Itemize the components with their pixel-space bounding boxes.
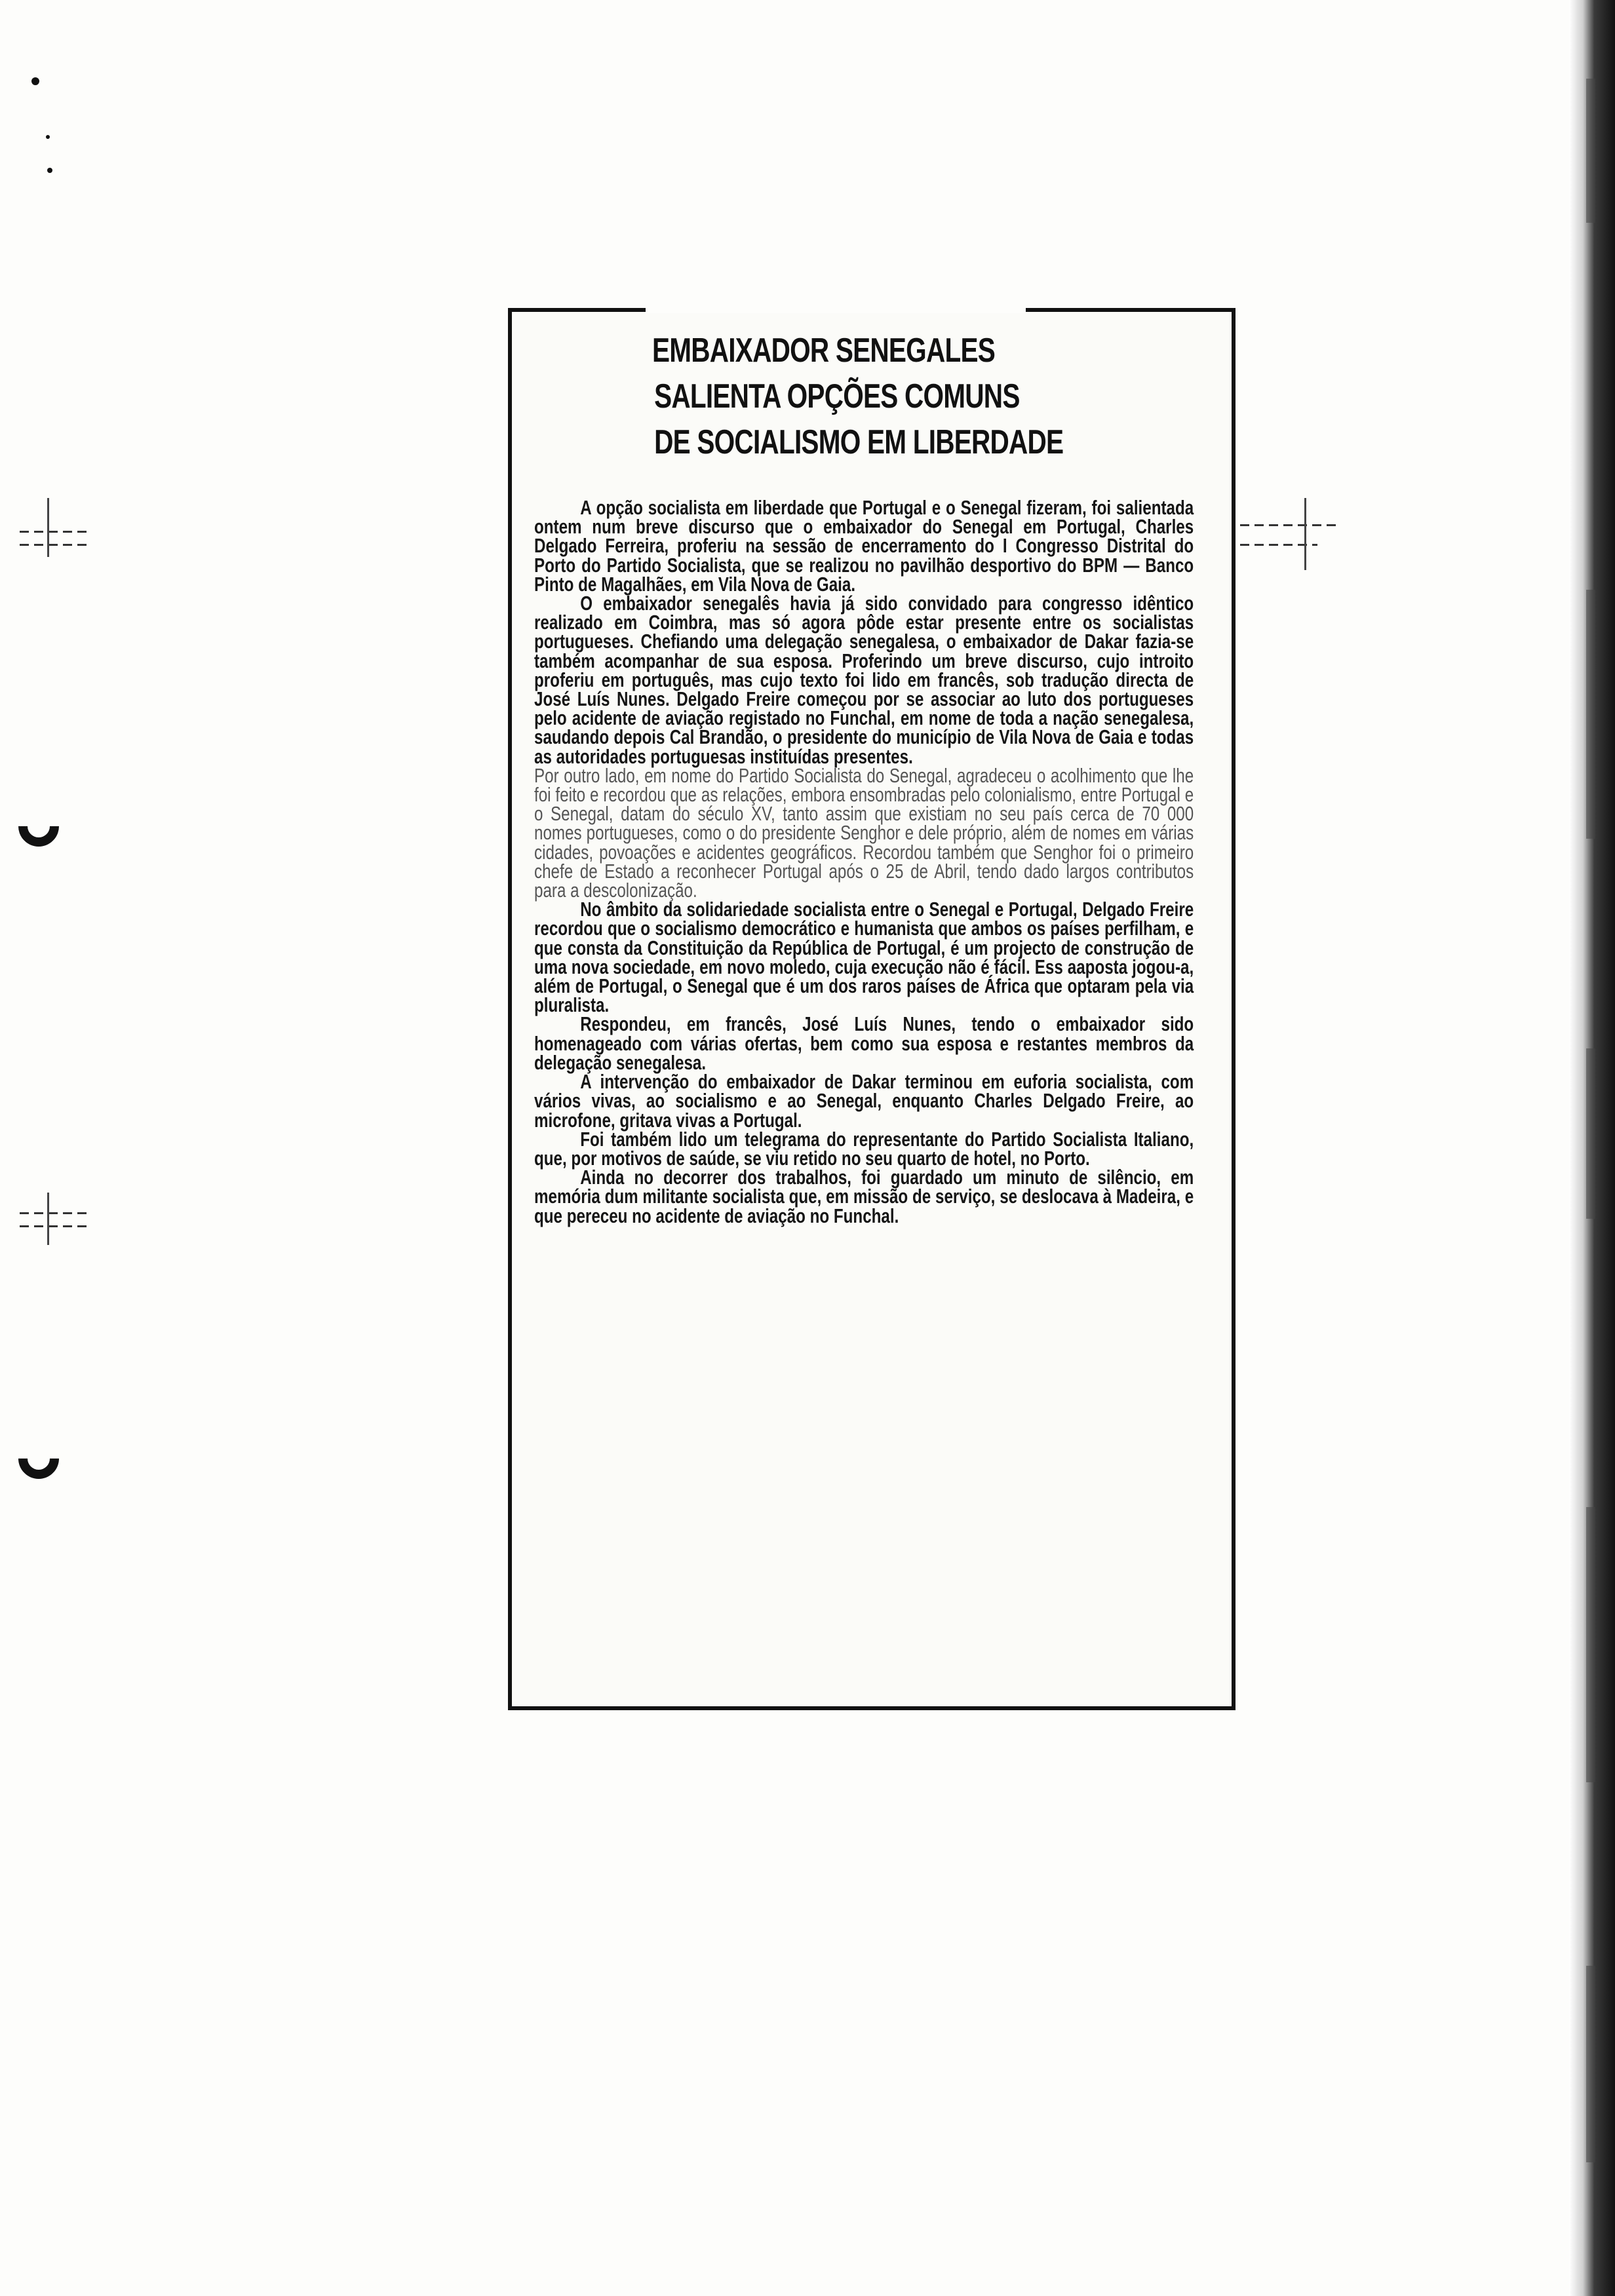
- margin-tick: [47, 498, 49, 557]
- speck-mark: [47, 168, 52, 173]
- article-paragraph: Respondeu, em francês, José Luís Nunes, tendo o embaixador sido homenageado com várias ofertas, bem como sua esposa e restantes membros da delegação senegalesa.: [534, 1012, 1194, 1074]
- margin-dash-line: [20, 1225, 92, 1227]
- article-paragraph: O embaixador senegalês havia já sido convidado para congresso idêntico realizado em Coimbra, mas só agora pôde estar presente entre os socialistas portugueses. Chefiando uma delegação senegalesa, o embaixador de Dakar fazia-se também acompanhar de sua esposa. Proferindo um breve discurso, cujo introito proferiu em português, mas cujo texto foi lido em francês, sob tradução directa de José Luís Nunes. Delgado Freire começou por se associar ao luto dos portugueses pelo acidente de aviação registado no Funchal, em nome de toda a nação senegalesa, saudando depois Cal Brandão, o presidente do município de Vila Nova de Gaia e todas as autoridades portuguesas instituídas presentes.: [534, 592, 1194, 768]
- clipping-frame-gap: [646, 304, 1026, 313]
- margin-tick: [1304, 498, 1306, 570]
- edge-speckle: [1586, 1507, 1595, 1782]
- speck-mark: [46, 135, 50, 139]
- edge-speckle: [1586, 1966, 1595, 2162]
- edge-speckle: [1586, 1048, 1595, 1219]
- margin-tick: [47, 1193, 49, 1245]
- margin-dash-line: [1226, 544, 1317, 546]
- margin-dash-line: [20, 544, 92, 546]
- article-paragraph-faded: Por outro lado, em nome do Partido Socialista do Senegal, agradeceu o acolhimento que lhe foi feito e recordou que as relações, embora ensombradas pelo colonialismo, entre Portugal e o Senegal, datam do século XV, tanto assim que existiam no seu país cerca de 70 000 nomes portugueses, como o do presidente Senghor e dele próprio, além de nomes em várias cidades, povoações e acidentes geográficos. Recordou também que Senghor foi o primeiro chefe de Estado a reconhecer Portugal após o 25 de Abril, tendo dado largos contributos para a descolonização.: [534, 763, 1194, 902]
- edge-speckle: [1586, 590, 1595, 839]
- article-paragraph: A intervenção do embaixador de Dakar terminou em euforia socialista, com vários vivas, ao socialismo e ao Senegal, enquanto Charles Delgado Freire, ao microfone, gritava vivas a Portugal.: [534, 1070, 1194, 1132]
- margin-dash-line: [20, 531, 92, 533]
- punch-hole-mark: [10, 797, 68, 855]
- article-paragraph: No âmbito da solidariedade socialista entre o Senegal e Portugal, Delgado Freire recordou que o socialismo democrático e humanista que ambos os países perfilham, e que consta da Constituição da República de Portugal, é um projecto de construção de uma nova sociedade, em novo moledo, cuja execução não é fácil. Ess aaposta jogou-a, além de Portugal, o Senegal que é um dos raros países de África que optaram pela via pluralista.: [534, 898, 1194, 1017]
- article-paragraph: A opção socialista em liberdade que Portugal e o Senegal fizeram, foi salientada ontem num breve discurso que o embaixador do Senegal em Portugal, Charles Delgado Ferreira, proferiu na sessão de encerramento do I Congresso Distrital do Porto do Partido Socialista, que se realizou no pavilhão desportivo do BPM — Banco Pinto de Magalhães, em Vila Nova de Gaia.: [534, 496, 1194, 596]
- headline-line-3: DE SOCIALISMO EM LIBERDADE: [654, 423, 1064, 461]
- article-paragraph: Ainda no decorrer dos trabalhos, foi guardado um minuto de silêncio, em memória dum militante socialista que, em missão de serviço, se deslocava à Madeira, e que pereceu no acidente de aviação no Funchal.: [534, 1166, 1194, 1227]
- punch-hole-mark: [10, 1430, 68, 1487]
- margin-dash-line: [1226, 524, 1337, 526]
- article-headline: [652, 328, 1064, 465]
- article-paragraph: Foi também lido um telegrama do representante do Partido Socialista Italiano, que, por motivos de saúde, se viu retido no seu quarto de hotel, no Porto.: [534, 1127, 1194, 1170]
- headline-line-1: EMBAIXADOR SENEGALES: [652, 332, 996, 370]
- headline-line-2: SALIENTA OPÇÕES COMUNS: [654, 377, 1020, 415]
- margin-dash-line: [20, 1212, 92, 1214]
- edge-speckle: [1586, 79, 1595, 223]
- article-body: [534, 498, 1194, 1225]
- speck-mark: [31, 77, 39, 85]
